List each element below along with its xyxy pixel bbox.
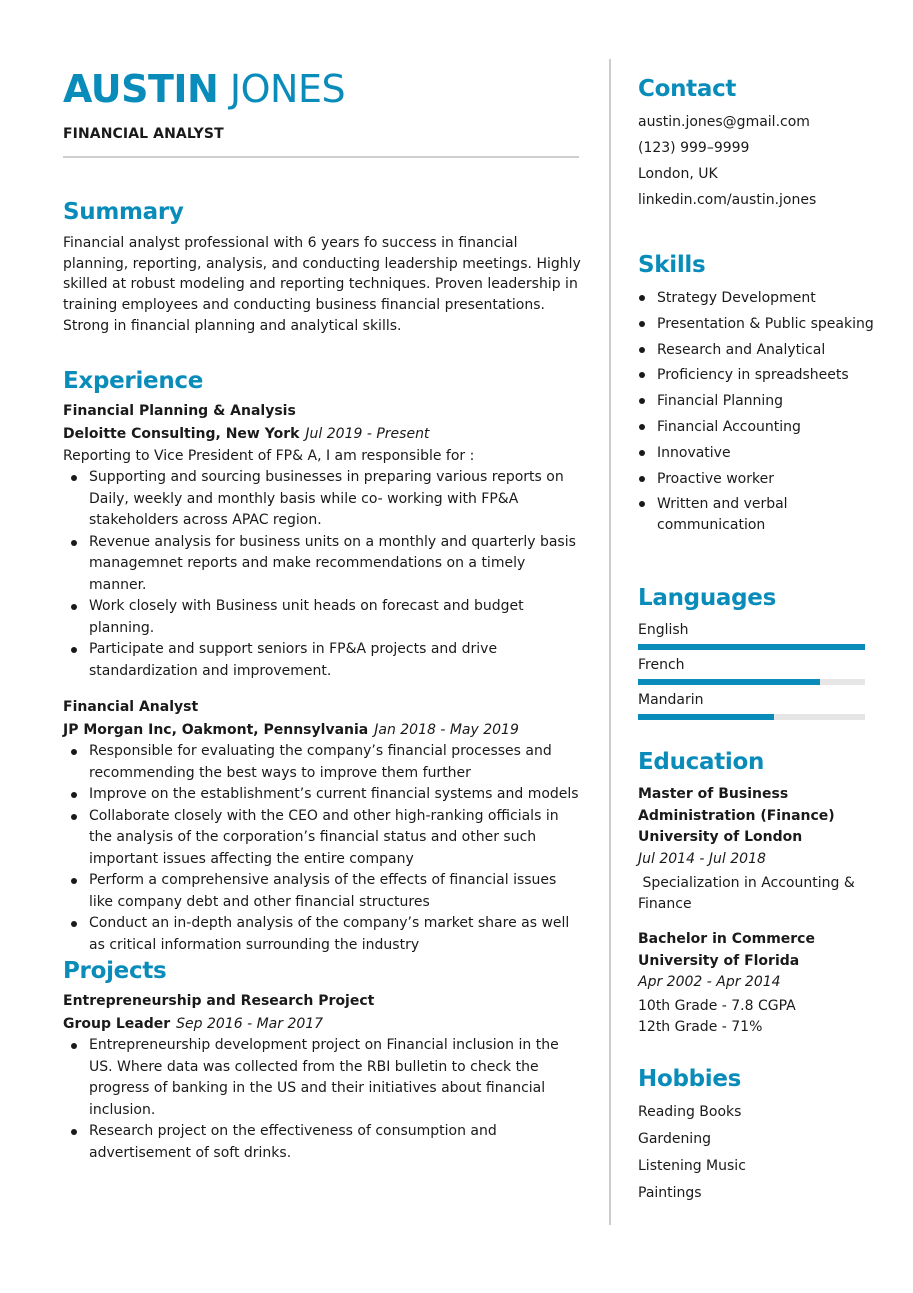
language-bar-track [638,679,865,685]
job-dates: Jul 2019 - Present [305,425,430,442]
list-item: Proficiency in spreadsheets [638,365,878,386]
hobbies-section [638,1064,878,1207]
list-item: Conduct an in-depth analysis of the company’s market share as well as critical information surrounding the industry [63,913,583,956]
education-detail: 10th Grade - 7.8 CGPA [638,997,796,1014]
language-name: English [638,622,689,638]
list-item: Entrepreneurship development project on Financial inclusion in the US. Where data was collected from the RBI bulletin to check the progress of banking in the US and their initiatives about financial inclusion. [63,1035,583,1121]
education-school: University of Florida [638,952,800,969]
summary-text: Financial analyst professional with 6 years fo success in financial planning, reporting, analysis, and conducting leadership meetings. Highly skilled at robust modeling and reporting techniques. Proven leadership in training employees and conducting business financial presentations. Strong in financial planning and analytical skills. [63,235,581,334]
education-detail: 12th Grade - 71% [638,1018,763,1035]
education-heading: Education [638,749,765,775]
header-rule [63,156,579,158]
education-section [638,747,878,1038]
contact-section [638,74,878,213]
project-bullets [63,1035,583,1164]
language-bar-track [638,714,865,720]
projects-heading: Projects [63,958,167,984]
languages-section [638,583,878,725]
list-item: Financial Accounting [638,417,878,438]
project-name: Entrepreneurship and Research Project [63,993,375,1009]
summary-section [63,197,583,337]
contact-location: London, UK [638,166,718,182]
languages-heading: Languages [638,585,776,611]
language-name: French [638,657,685,673]
job-company: JP Morgan Inc, Oakmont, Pennsylvania [63,721,369,738]
list-item: Work closely with Business unit heads on forecast and budget planning. [63,596,583,639]
language-bar-fill [638,679,820,685]
list-item: Written and verbal communication [638,494,878,535]
projects-section [63,956,583,1164]
job-entry [63,400,583,682]
project-entry [63,990,583,1164]
language-item [638,690,878,725]
contact-phone: (123) 999–9999 [638,140,750,156]
first-name: AUSTIN [63,67,219,111]
list-item: Supporting and sourcing businesses in preparing various reports on Daily, weekly and monthly basis while co- working with FP&A stakeholders across APAC region. [63,467,583,532]
job-dates: Jan 2018 - May 2019 [374,721,519,738]
job-intro: Reporting to Vice President of FP& A, I am responsible for : [63,448,475,464]
language-bar-fill [638,714,774,720]
project-role: Group Leader [63,1015,171,1032]
last-name: JONES [229,67,346,111]
hobby-item: Gardening [638,1131,711,1147]
list-item: Research and Analytical [638,340,878,361]
list-item: Perform a comprehensive analysis of the effects of financial issues like company debt and other financial structures [63,870,583,913]
job-company-line [63,719,583,742]
contact-heading: Contact [638,76,737,102]
language-item [638,620,878,655]
contact-email[interactable]: austin.jones@gmail.com [638,114,810,130]
job-entry [63,696,583,956]
job-bullets [63,741,583,956]
language-bar-fill [638,644,865,650]
education-dates: Jul 2014 - Jul 2018 [638,850,766,867]
list-item: Collaborate closely with the CEO and other high-ranking officials in the analysis of the corporation’s financial status and other such important issues affecting the entire company [63,806,583,871]
experience-heading: Experience [63,368,204,394]
education-degree: Bachelor in Commerce [638,931,815,947]
education-degree: Master of Business Administration (Finance) [638,786,835,824]
job-company-line [63,423,583,446]
language-item [638,655,878,690]
job-role: Financial Planning & Analysis [63,403,296,419]
education-entry [638,929,878,1038]
list-item: Financial Planning [638,391,878,412]
education-school: University of London [638,829,803,845]
list-item: Proactive worker [638,469,878,490]
summary-heading: Summary [63,199,184,225]
job-bullets [63,467,583,682]
list-item: Research project on the effectiveness of consumption and advertisement of soft drinks. [63,1121,583,1164]
list-item: Revenue analysis for business units on a monthly and quarterly basis managemnet reports and make recommendations on a timely manner. [63,532,583,597]
hobby-item: Reading Books [638,1104,742,1120]
hobby-item: Listening Music [638,1158,746,1174]
list-item: Strategy Development [638,288,878,309]
list-item: Participate and support seniors in FP&A projects and drive standardization and improvement. [63,639,583,682]
job-company: Deloitte Consulting, New York [63,425,300,442]
skills-list [638,288,878,535]
language-name: Mandarin [638,692,704,708]
hobby-item: Paintings [638,1185,702,1201]
list-item: Improve on the establishment’s current financial systems and models [63,784,583,806]
education-entry [638,784,878,915]
experience-section [63,366,583,956]
education-dates: Apr 2002 - Apr 2014 [638,974,781,990]
job-title: FINANCIAL ANALYST [63,126,224,142]
skills-section [638,250,878,541]
language-bar-track [638,644,865,650]
list-item: Presentation & Public speaking [638,314,878,335]
list-item: Innovative [638,443,878,464]
project-role-line [63,1013,583,1036]
hobbies-heading: Hobbies [638,1066,742,1092]
candidate-name [63,66,345,112]
list-item: Responsible for evaluating the company’s financial processes and recommending the best ways to improve them further [63,741,583,784]
column-divider [609,59,611,1225]
job-role: Financial Analyst [63,699,199,715]
skills-heading: Skills [638,252,706,278]
education-detail: Specialization in Accounting & Finance [638,875,860,912]
project-dates: Sep 2016 - Mar 2017 [176,1015,324,1032]
contact-linkedin[interactable]: linkedin.com/austin.jones [638,192,817,208]
